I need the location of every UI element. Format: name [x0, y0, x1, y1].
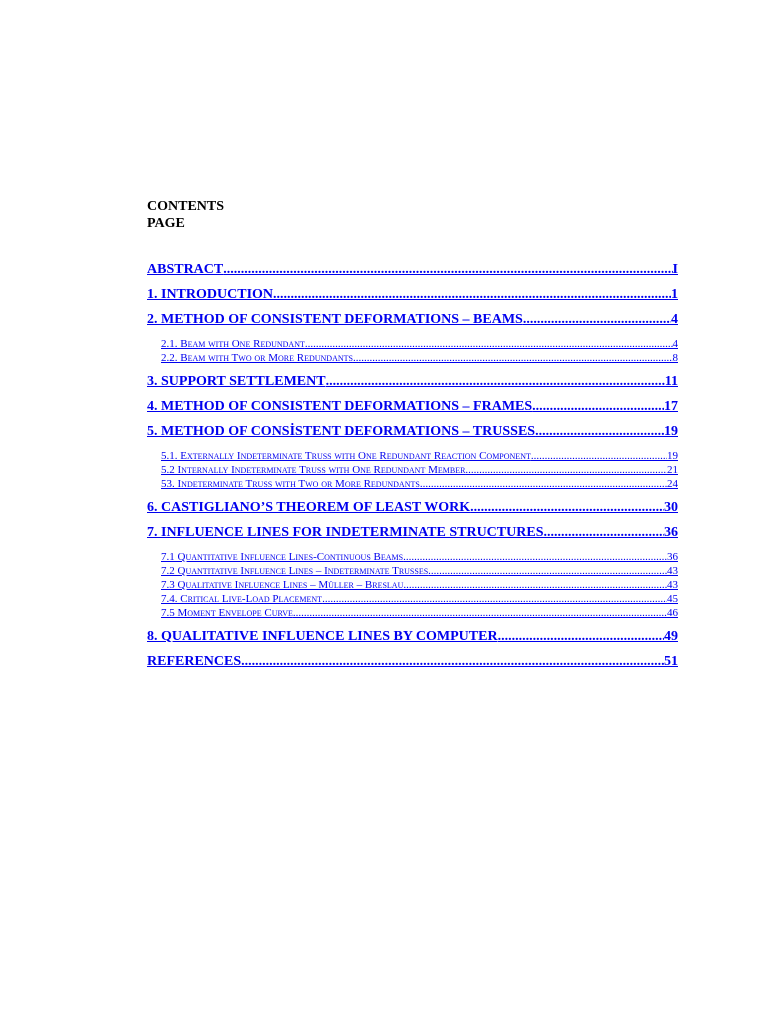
document-page: [147, 198, 678, 679]
toc-entry-abstract[interactable]: ABSTRACT ..... I: [147, 262, 678, 278]
table-of-contents: [147, 262, 678, 670]
toc-entry-influence-lines-indeterminate[interactable]: 7. INFLUENCE LINES FOR INDETERMINATE STRUCTURES ..... 36: [147, 525, 678, 541]
toc-subentry-quantitative-continuous-beams[interactable]: 7.1 Quantitative Influence Lines-Continuous Beams ..... 36: [161, 550, 678, 564]
toc-subentry-moment-envelope[interactable]: 7.5 Moment Envelope Curve ..... 46: [161, 606, 678, 620]
toc-subsection-group-influence-lines: [147, 550, 678, 620]
toc-subentry-quantitative-indeterminate-trusses[interactable]: 7.2 Quantitative Influence Lines – Indeterminate Trusses ..... 43: [161, 564, 678, 578]
toc-subentry-qualitative-muller-breslau[interactable]: 7.3 Qualitative Influence Lines – Müller – Breslau ..... 43: [161, 578, 678, 592]
toc-subsection-group-beams: [147, 337, 678, 365]
toc-subentry-critical-live-load[interactable]: 7.4. Critical Live-Load Placement ..... 45: [161, 592, 678, 606]
toc-subentry-beam-two-redundants[interactable]: 2.2. Beam with Two or More Redundants ..... 8: [161, 351, 678, 365]
toc-entry-consistent-deformations-beams[interactable]: 2. METHOD OF CONSISTENT DEFORMATIONS – BEAMS ..... 4: [147, 312, 678, 328]
toc-subentry-truss-two-redundants[interactable]: 53. Indeterminate Truss with Two or More Redundants ..... 24: [161, 477, 678, 491]
toc-subentry-beam-one-redundant[interactable]: 2.1. Beam with One Redundant ..... 4: [161, 337, 678, 351]
toc-subentry-externally-indeterminate-truss[interactable]: 5.1. Externally Indeterminate Truss with One Redundant Reaction Component ..... 19: [161, 449, 678, 463]
toc-entry-support-settlement[interactable]: 3. SUPPORT SETTLEMENT ..... 11: [147, 374, 678, 390]
toc-entry-castigliano-theorem[interactable]: 6. CASTIGLIANO’S THEOREM OF LEAST WORK ..... 30: [147, 500, 678, 516]
toc-entry-introduction[interactable]: 1. INTRODUCTION ..... 1: [147, 287, 678, 303]
toc-entry-consistent-deformations-frames[interactable]: 4. METHOD OF CONSISTENT DEFORMATIONS – FRAMES ..... 17: [147, 399, 678, 415]
toc-entry-qualitative-by-computer[interactable]: 8. QUALITATIVE INFLUENCE LINES BY COMPUTER ..... 49: [147, 629, 678, 645]
toc-subsection-group-trusses: [147, 449, 678, 491]
toc-subentry-internally-indeterminate-truss[interactable]: 5.2 Internally Indeterminate Truss with One Redundant Member ..... 21: [161, 463, 678, 477]
page-heading: PAGE: [147, 216, 185, 231]
toc-entry-consistent-deformations-trusses[interactable]: 5. METHOD OF CONSİSTENT DEFORMATIONS – TRUSSES ..... 19: [147, 424, 678, 440]
toc-entry-references[interactable]: REFERENCES ..... 51: [147, 654, 678, 670]
contents-heading: CONTENTS: [147, 199, 225, 214]
